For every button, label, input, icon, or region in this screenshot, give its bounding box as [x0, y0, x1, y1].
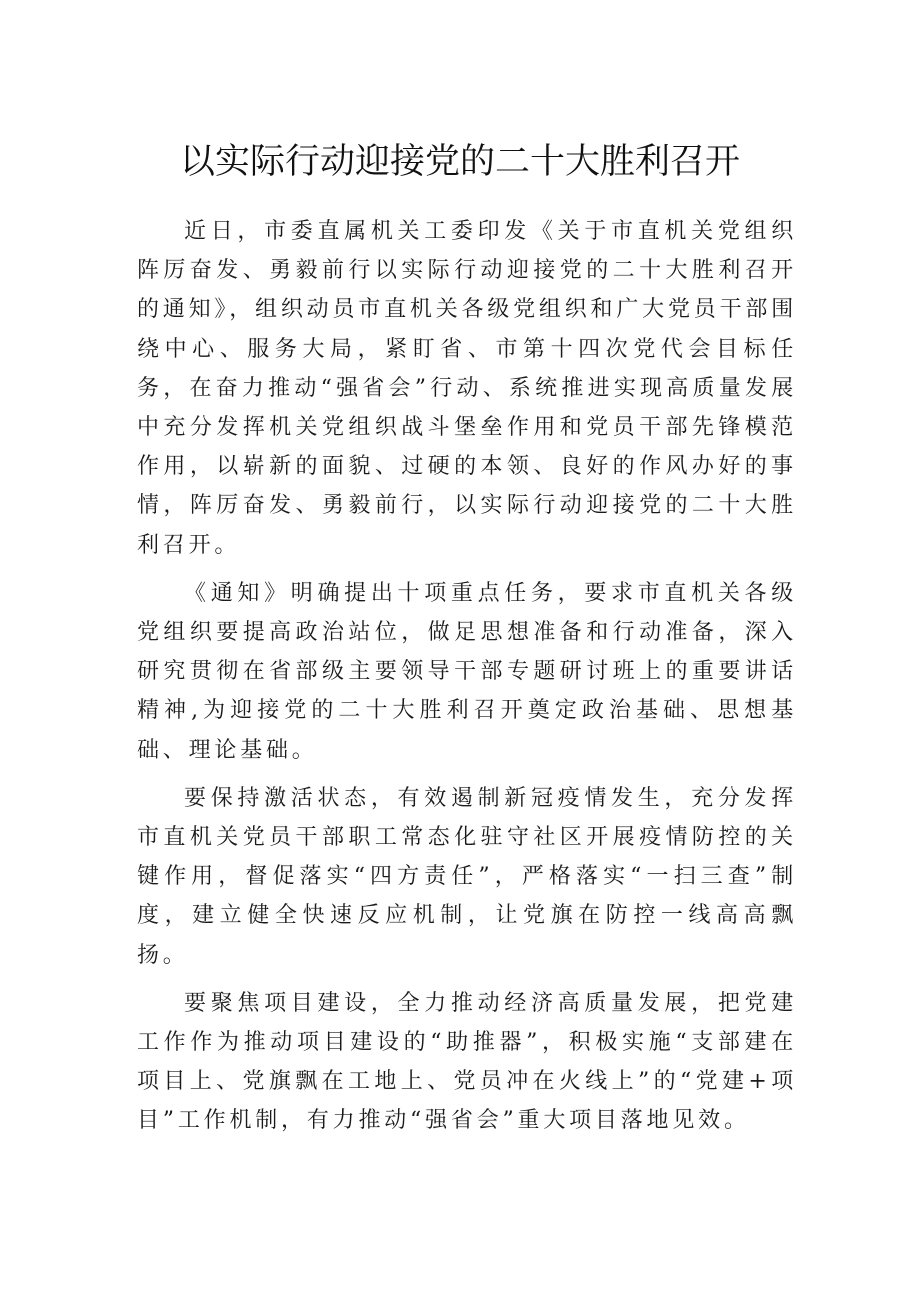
- paragraph-2: 《通知》明确提出十项重点任务，要求市直机关各级党组织要提高政治站位，做足思想准备和行动准备，深入研究贯彻在省部级主要领导干部专题研讨班上的重要讲话精神,为迎接党的二十大胜利召开奠定政治基础、思想基础、理论基础。: [137, 580, 797, 763]
- document-body: [137, 212, 797, 1150]
- document-title: 以实际行动迎接党的二十大胜利召开: [179, 142, 740, 182]
- paragraph-3: 要保持激活状态，有效遏制新冠疫情发生，充分发挥市直机关党员干部职工常态化驻守社区开展疫情防控的关键作用，督促落实“四方责任”，严格落实“一扫三查”制度，建立健全快速反应机制，让党旗在防控一线高高飘扬。: [137, 785, 797, 968]
- paragraph-4: 要聚焦项目建设，全力推动经济高质量发展，把党建工作作为推动项目建设的“助推器”，积极实施“支部建在项目上、党旗飘在工地上、党员冲在火线上”的“党建+项目”工作机制，有力推动“强省会”重大项目落地见效。: [137, 990, 797, 1134]
- paragraph-1: 近日，市委直属机关工委印发《关于市直机关党组织阵厉奋发、勇毅前行以实际行动迎接党的二十大胜利召开的通知》，组织动员市直机关各级党组织和广大党员干部围绕中心、服务大局，紧盯省、市第十四次党代会目标任务，在奋力推动“强省会”行动、系统推进实现高质量发展中充分发挥机关党组织战斗堡垒作用和党员干部先锋模范作用，以崭新的面貌、过硬的本领、良好的作风办好的事情，阵厉奋发、勇毅前行，以实际行动迎接党的二十大胜利召开。: [137, 219, 797, 558]
